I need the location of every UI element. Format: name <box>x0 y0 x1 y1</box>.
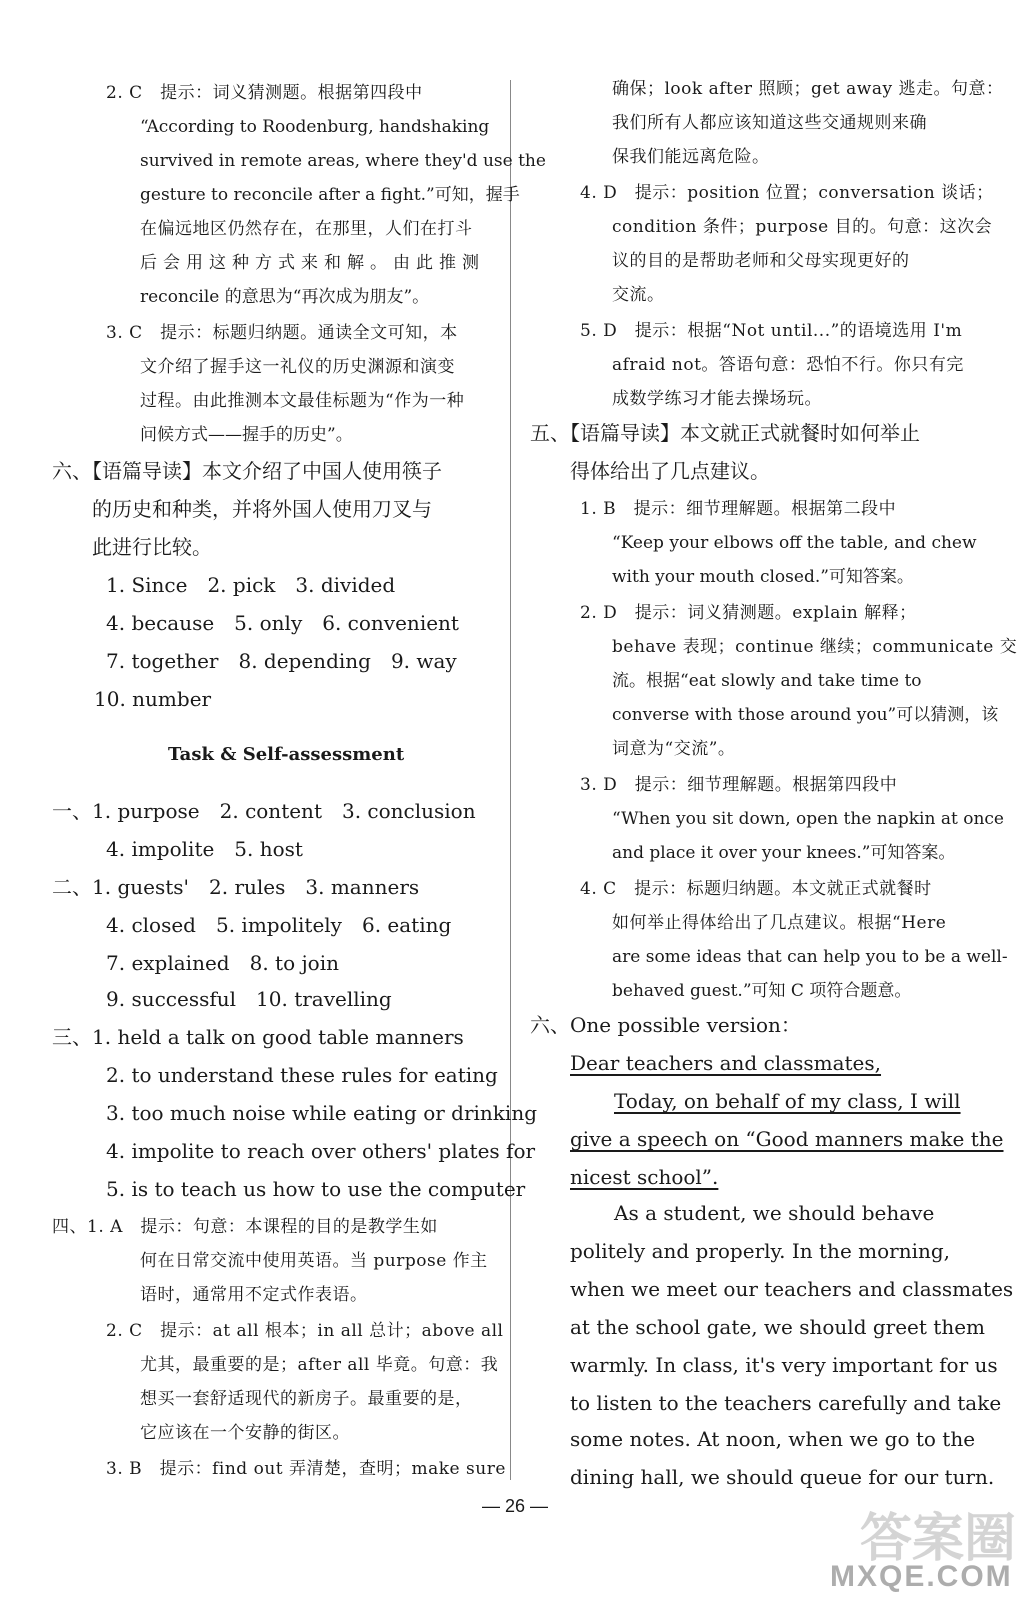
answer-line: 4. impolite 5. host <box>106 837 303 861</box>
essay-line: give a speech on “Good manners make the <box>570 1127 1004 1151</box>
section-heading: 六、One possible version： <box>530 1013 801 1037</box>
answer-line: 1. Since 2. pick 3. divided <box>106 573 396 597</box>
answer-line: 成数学练习才能去操场玩。 <box>612 389 822 409</box>
column-divider <box>510 80 511 1480</box>
answer-line: 3. B 提示：find out 弄清楚，查明；make sure <box>106 1459 506 1479</box>
essay-line: Dear teachers and classmates, <box>570 1051 882 1075</box>
section-heading: 二、1. guests' 2. rules 3. manners <box>52 875 420 899</box>
answer-line: 在偏远地区仍然存在，在那里，人们在打斗 <box>140 219 473 239</box>
answer-line: “When you sit down, open the napkin at once <box>612 809 1004 829</box>
answer-line: 确保；look after 照顾；get away 逃走。句意： <box>612 79 1004 99</box>
section-title: Task & Self-assessment <box>168 744 405 765</box>
essay-line: As a student, we should behave <box>614 1201 935 1225</box>
answer-line: 议的目的是帮助老师和父母实现更好的 <box>612 251 910 271</box>
answer-line: “Keep your elbows off the table, and chew <box>612 533 977 553</box>
answer-line: 4. impolite to reach over others' plates for <box>106 1139 536 1163</box>
essay-line: warmly. In class, it's very important for us <box>570 1353 998 1377</box>
answer-line: with your mouth closed.”可知答案。 <box>612 567 914 587</box>
section-text: 此进行比较。 <box>92 535 212 559</box>
answer-line: 词意为“交流”。 <box>612 739 736 759</box>
answer-line: 何在日常交流中使用英语。当 purpose 作主 <box>140 1251 488 1271</box>
answer-line: condition 条件；purpose 目的。句意：这次会 <box>612 217 993 237</box>
answer-line: 后会用这种方式来和解。由此推测 <box>140 253 485 273</box>
answer-line: 3. too much noise while eating or drinking <box>106 1101 537 1125</box>
answer-line: 4. D 提示：position 位置；conversation 谈话； <box>580 183 994 203</box>
answer-line: 1. B 提示：细节理解题。根据第二段中 <box>580 499 897 519</box>
answer-line: 2. D 提示：词义猜测题。explain 解释； <box>580 603 917 623</box>
answer-line: 尤其，最重要的是；after all 毕竟。句意：我 <box>140 1355 499 1375</box>
answer-line: 2. to understand these rules for eating <box>106 1063 498 1087</box>
watermark-text: MXQE.COM <box>830 1560 1013 1593</box>
essay-line: some notes. At noon, when we go to the <box>570 1427 976 1451</box>
answer-line: 4. closed 5. impolitely 6. eating <box>106 913 452 937</box>
answer-line: 它应该在一个安静的街区。 <box>140 1423 350 1443</box>
answer-line: are some ideas that can help you to be a well- <box>612 947 1008 967</box>
answer-line: gesture to reconcile after a fight.”可知，握手 <box>140 185 520 205</box>
answer-line: 3. D 提示：细节理解题。根据第四段中 <box>580 775 898 795</box>
section-heading: 三、1. held a talk on good table manners <box>52 1025 464 1049</box>
answer-line: 7. explained 8. to join <box>106 951 339 975</box>
answer-line: 文介绍了握手这一礼仪的历史渊源和演变 <box>140 357 455 377</box>
section-heading: 五、【语篇导读】本文就正式就餐时如何举止 <box>530 421 920 445</box>
answer-line: reconcile 的意思为“再次成为朋友”。 <box>140 287 430 307</box>
answer-line: 5. D 提示：根据“Not until...”的语境选用 I'm <box>580 321 963 341</box>
answer-line: 交流。 <box>612 285 665 305</box>
essay-line: dining hall, we should queue for our turn. <box>570 1465 995 1489</box>
answer-line: 语时，通常用不定式作表语。 <box>140 1285 368 1305</box>
answer-line: 我们所有人都应该知道这些交通规则来确 <box>612 113 927 133</box>
essay-line: politely and properly. In the morning, <box>570 1239 951 1263</box>
answer-line: 3. C 提示：标题归纳题。通读全文可知，本 <box>106 323 458 343</box>
answer-line: 保我们能远离危险。 <box>612 147 770 167</box>
essay-line: at the school gate, we should greet them <box>570 1315 986 1339</box>
section-heading: 一、1. purpose 2. content 3. conclusion <box>52 799 476 823</box>
watermark-logo-icon: 答案圈 <box>860 1509 1017 1569</box>
answer-line: and place it over your knees.”可知答案。 <box>612 843 956 863</box>
essay-line: nicest school”. <box>570 1165 719 1189</box>
section-text: 得体给出了几点建议。 <box>570 459 770 483</box>
answer-line: survived in remote areas, where they'd use the <box>140 151 546 171</box>
answer-line: afraid not。答语句意：恐怕不行。你只有完 <box>612 355 964 375</box>
essay-line: Today, on behalf of my class, I will <box>614 1089 961 1113</box>
answer-line: behave 表现；continue 继续；communicate 交 <box>612 637 1018 657</box>
answer-line: 5. is to teach us how to use the computer <box>106 1177 526 1201</box>
answer-line: 2. C 提示：词义猜测题。根据第四段中 <box>106 83 423 103</box>
section-text: 的历史和种类，并将外国人使用刀叉与 <box>92 497 432 521</box>
answer-line: 流。根据“eat slowly and take time to <box>612 671 922 691</box>
answer-line: 过程。由此推测本文最佳标题为“作为一种 <box>140 391 465 411</box>
answer-line: 9. successful 10. travelling <box>106 987 392 1011</box>
answer-line: converse with those around you”可以猜测，该 <box>612 705 999 725</box>
section-heading: 六、【语篇导读】本文介绍了中国人使用筷子 <box>52 459 442 483</box>
answer-line: 7. together 8. depending 9. way <box>106 649 457 673</box>
answer-line: “According to Roodenburg, handshaking <box>140 117 490 137</box>
answer-line: 2. C 提示：at all 根本；in all 总计；above all <box>106 1321 504 1341</box>
page-number: — 26 — <box>481 1496 549 1516</box>
answer-line: 10. number <box>94 687 212 711</box>
answer-line: 4. C 提示：标题归纳题。本文就正式就餐时 <box>580 879 932 899</box>
answer-line: 4. because 5. only 6. convenient <box>106 611 459 635</box>
answer-line: 问候方式——握手的历史”。 <box>140 425 353 445</box>
essay-line: to listen to the teachers carefully and take <box>570 1391 1002 1415</box>
answer-line: 想买一套舒适现代的新房子。最重要的是， <box>140 1389 473 1409</box>
answer-line: behaved guest.”可知 C 项符合题意。 <box>612 981 912 1001</box>
section-heading: 四、1. A 提示：句意：本课程的目的是教学生如 <box>52 1217 438 1237</box>
essay-line: when we meet our teachers and classmates <box>570 1277 1014 1301</box>
answer-line: 如何举止得体给出了几点建议。根据“Here <box>612 913 947 933</box>
